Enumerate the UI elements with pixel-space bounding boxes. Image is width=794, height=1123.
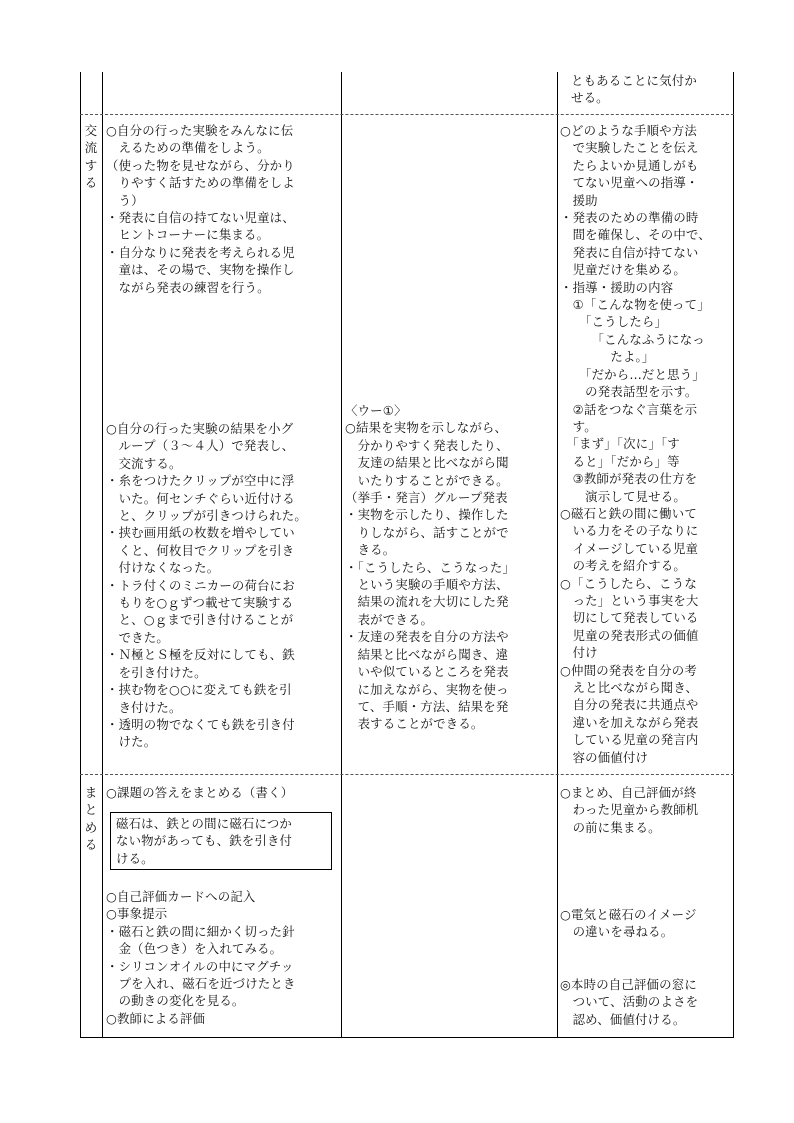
summary-teacher-gather: ○まとめ、自己評価が終 わった児童から教師机 の前に集まる。 — [560, 785, 699, 835]
stage-column-divider — [102, 72, 103, 1037]
table-border-bottom — [80, 1037, 734, 1038]
row-divider-summary — [80, 774, 734, 775]
stage-label-exchange: 交 流 す る — [84, 123, 98, 191]
exchange-teacher-support: ○どのような手順や方法 で実験したことを伝え たらよいか見通しがも てない児童への指導・ 援助 ・発表のための準備の時 間を確保し、その中で、 発表に自信が持てない 児童だけを集める。 ・指導・援助の内容 ①「こんな物を使って」 「こうしたら」 「こんなふうになっ たよ。」 「だから…だと思う」 の発表話型を示す。 ②話をつなぐ言葉を示 す。 「まず」「次に」「す ると」「だから」等 ③教師が発表の仕方を 演示して見せる。 ○磁石と鉄の間に働いて いる力をその子なりに イメージしている児童 の考えを紹介する。 ○「こうしたら、こうな った」という事実を大 切にして発表している 児童の発表形式の価値 付け ○仲間の発表を自分の考 えと比べながら聞き、 自分の発表に共通点や 違いを加えながら発表 している児童の発言内 容の価値付け — [560, 123, 711, 765]
row-divider-exchange — [80, 114, 734, 115]
summary-teacher-evaluate: ◎本時の自己評価の窓に ついて、活動のよさを 認め、価値付ける。 — [560, 977, 699, 1027]
exchange-activity-prepare: ○自分の行った実験をみんなに伝 えるための準備をしよう。 （使った物を見せながら、分かり りやすく話すための準備をしよ う） ・発表に自信の持てない児童は、 ヒントコーナーに集まる。 ・自分なりに発表を考えられる児 童は、その場で、実物を操作し ながら発表の練習を行う。 — [106, 123, 295, 295]
answer-box-text: 磁石は、鉄との間に磁石につか ない物があっても、鉄を引き付 ける。 — [116, 816, 293, 866]
summary-activity-head: ○課題の答えをまとめる（書く） — [106, 785, 294, 800]
table-border-left — [80, 72, 81, 1037]
exchange-activity-present: ○自分の行った実験の結果を小グ ループ（３～４人）で発表し、 交流する。 ・糸をつけたクリップが空中に浮 いた。何センチぐらい近付ける と、クリップが引きつけられた。 ・挟む画用紙の枚数を増やしてい くと、何枚目でクリップを引き 付けなくなった。 ・トラ付くのミニカーの荷台にお もりを○ｇずつ載せて実験する と、○ｇまで引き付けることが できた。 ・Ｎ極とＳ極を反対にしても、鉄 を引き付けた。 ・挟む物を○○に変えても鉄を引 き付けた。 ・透明の物でなくても鉄を引き付 けた。 — [106, 421, 307, 750]
stage-label-summary: ま と め る — [84, 785, 98, 853]
activity-column-divider — [341, 72, 342, 1037]
summary-teacher-question: ○電気と磁石のイメージ の違いを尋ねる。 — [560, 907, 697, 940]
evaluation-column-divider — [557, 72, 558, 1037]
table-border-right — [733, 72, 734, 1037]
summary-activity-tail: ○自己評価カードへの記入 ○事象提示 ・磁石と鉄の間に細かく切った針 金（色つき）を入れてみる。 ・シリコンオイルの中にマグチッ プを入れ、磁石を近づけたとき の動きの変化を見る。 ○教師による評価 — [106, 889, 296, 1026]
top-row-teacher-note: ともあることに気付か せる。 — [571, 73, 697, 106]
exchange-evaluation: 〈ウー①〉 ○結果を実物を示しながら、 分かりやすく発表したり、 友達の結果と比べながら聞 いたりすることができる。 （挙手・発言）グループ発表 ・実物を示したり、操作した りしながら、話すことがで きる。 ・「こうしたら、こうなった」 という実験の手順や方法、 結果の流れを大切にした発 表ができる。 ・友達の発表を自分の方法や 結果と比べながら聞き、違 いや似ているところを発表 に加えながら、実物を使っ て、手順・方法、結果を発 表することができる。 — [345, 403, 516, 732]
